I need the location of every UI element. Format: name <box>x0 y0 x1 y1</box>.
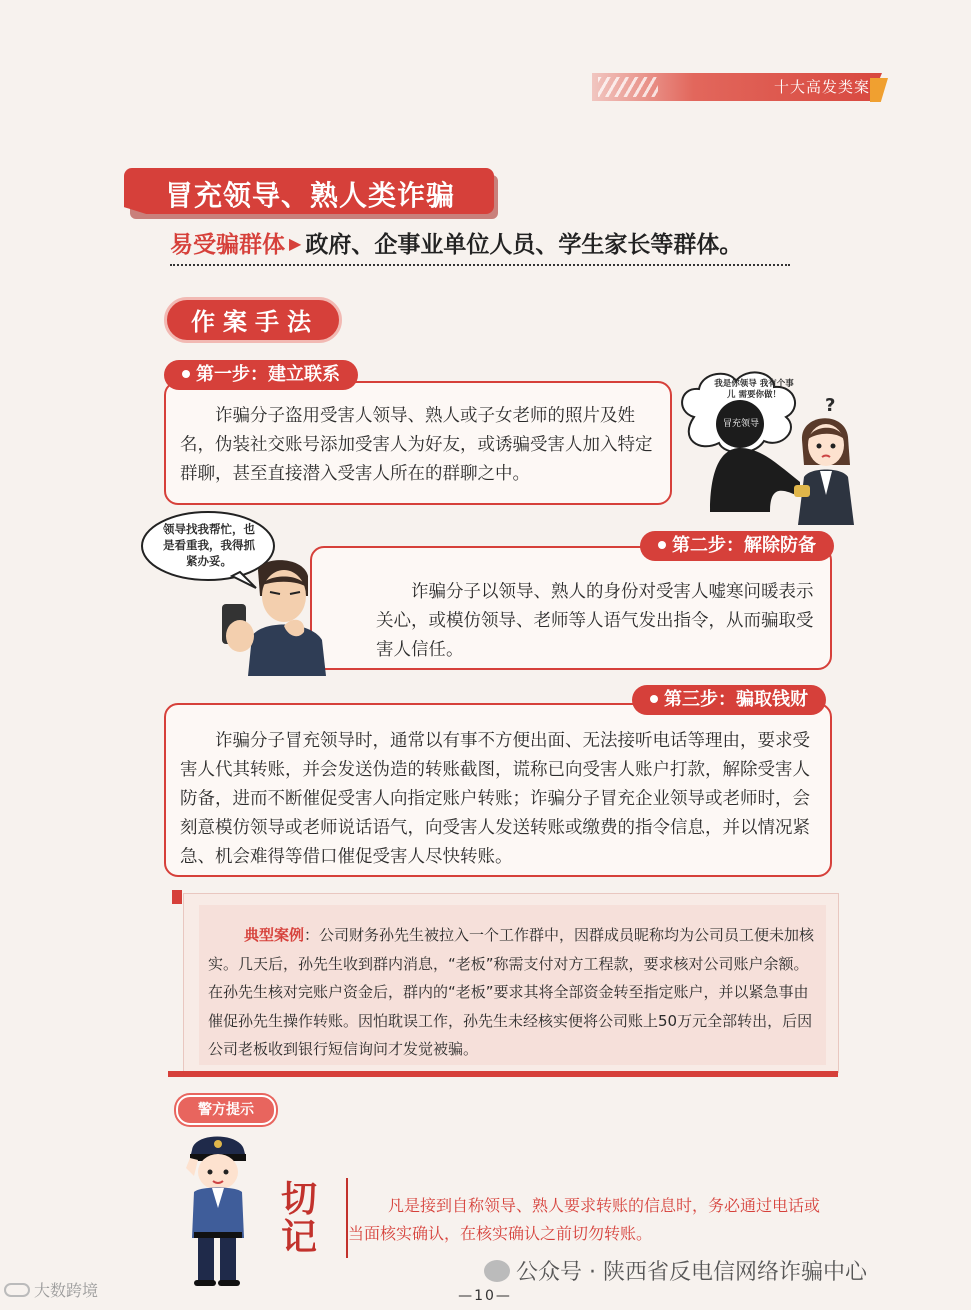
man-bubble-text: 领导找我帮忙，也是看重我，我得抓紧办妥。 <box>163 522 255 568</box>
case-text <box>208 921 820 1064</box>
police-officer-figure <box>180 1128 255 1288</box>
man-with-phone-figure <box>218 556 328 676</box>
vulnerable-group-label: 易受骗群体 <box>170 232 285 258</box>
section-label: 十大高发类案 <box>773 78 870 96</box>
remember-heading: 切记 <box>281 1178 318 1258</box>
header-stripes <box>598 77 658 97</box>
step-3-tag-label: 第三步：骗取钱财 <box>664 689 808 710</box>
corner-watermark <box>4 1278 134 1306</box>
case-bottom-bar <box>168 1071 838 1077</box>
arrow-right-icon: ▶ <box>289 234 302 253</box>
step-1-tag <box>164 360 358 390</box>
vulnerable-group-line <box>170 226 742 260</box>
page-number: —10— <box>458 1288 512 1304</box>
step-1-text: 诈骗分子盗用受害人领导、熟人或子女老师的照片及姓名，伪装社交账号添加受害人为好友，或诱骗受害人加入特定群聊，甚至直接潜入受害人所在的群聊之中。 <box>180 406 653 484</box>
case-corner-accent <box>172 890 182 904</box>
corner-logo-icon <box>4 1283 30 1297</box>
police-tip-badge: 警方提示 <box>176 1095 276 1125</box>
dotted-divider <box>170 264 790 266</box>
bullet-icon <box>182 370 190 378</box>
wechat-watermark <box>484 1255 954 1291</box>
method-heading: 作案手法 <box>191 308 319 336</box>
bullet-icon <box>658 541 666 549</box>
police-tip-text: 凡是接到自称领导、熟人要求转账的信息时，务必通过电话或当面核实确认，在核实确认之前切勿转账。 <box>348 1196 821 1243</box>
wechat-icon <box>484 1260 510 1282</box>
bullet-icon <box>650 695 658 703</box>
corner-watermark-text: 大数跨境 <box>34 1281 99 1300</box>
step-2-tag-label: 第二步：解除防备 <box>672 535 816 556</box>
case-label: 典型案例 <box>244 926 305 944</box>
step-3-text: 诈骗分子冒充领导时，通常以有事不方便出面、无法接听电话等理由，要求受害人代其转账，并会发送伪造的转账截图，谎称已向受害人账户打款，解除受害人防备，进而不断催促受害人向指定账户转账；诈骗分子冒充企业领导或老师时，会刻意模仿领导或老师说话语气，向受害人发送转账或缴费的指令信息，并以情况紧急、机会难得等借口催促受害人尽快转账。 <box>180 731 810 867</box>
scammer-bubble-text: 我是你领导 我有个事儿 需要你做！ <box>714 379 794 400</box>
header-tab-decoration <box>870 78 888 102</box>
case-body: ：公司财务孙先生被拉入一个工作群中，因群成员昵称均为公司员工便未加核实。几天后，孙先生收到群内消息，“老板”称需支付对方工程款，要求核对公司账户余额。在孙先生核对完账户资金后，群内的“老板”要求其将全部资金转至指定账户，并以紧急事由催促孙先生操作转账。因怕耽误工作，孙先生未经核实便将公司账上50万元全部转出，后因公司老板收到银行短信询问才发觉被骗。 <box>208 926 815 1058</box>
scammer-label: 冒充领导 <box>722 419 759 429</box>
page-title: 冒充领导、熟人类诈骗 <box>165 179 456 212</box>
step-3-tag <box>632 685 826 715</box>
step-1-tag-label: 第一步：建立联系 <box>196 364 340 385</box>
question-mark: ? <box>825 395 836 416</box>
step-2-tag <box>640 531 834 561</box>
watermark-text: 公众号 · 陕西省反电信网络诈骗中心 <box>516 1260 867 1285</box>
vulnerable-group-text: 政府、企事业单位人员、学生家长等群体。 <box>305 232 743 258</box>
victim-woman-figure <box>790 405 860 525</box>
step-2-text: 诈骗分子以领导、熟人的身份对受害人嘘寒问暖表示关心，或模仿领导、老师等人语气发出指令，从而骗取受害人信任。 <box>376 582 814 660</box>
